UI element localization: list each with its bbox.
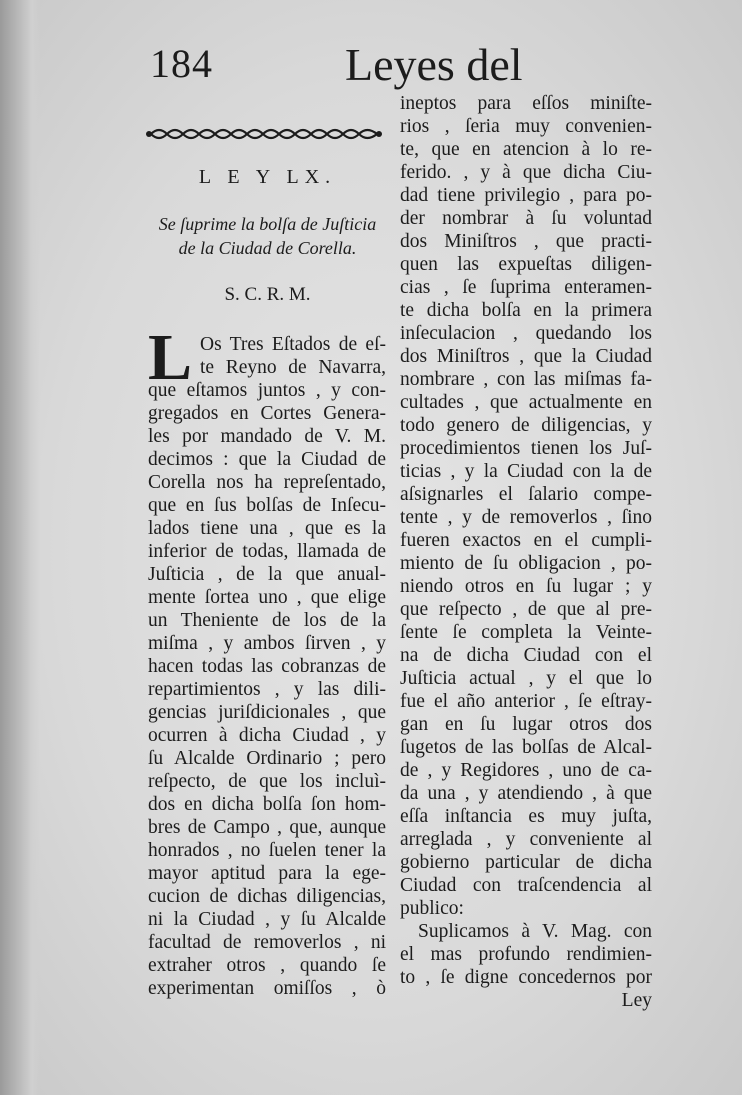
text-line: eſſa inſtancia es muy juſta, <box>400 806 652 827</box>
text-line: cucion de dichas diligencias, <box>148 886 386 907</box>
text-line: inſeculacion , quedando los <box>400 323 652 344</box>
page-gutter-shadow <box>0 0 40 1095</box>
text-line: cultades , que actualmente en <box>400 392 652 413</box>
text-line: Corella nos ha repreſentado, <box>148 472 386 493</box>
text-line: repartimientos , y las dili- <box>148 679 386 700</box>
left-column <box>148 333 386 1000</box>
text-line: honrados , no ſuelen tener la <box>148 840 386 861</box>
text-line: reſpecto, de que los incluì- <box>148 771 386 792</box>
text-line: el mas profundo rendimien- <box>400 944 652 965</box>
text-line: mayor aptitud para la ege- <box>148 863 386 884</box>
text-line: ſugetos de las bolſas de Alcal- <box>400 737 652 758</box>
right-column <box>400 92 652 1012</box>
text-line: hacen todas las cobranzas de <box>148 656 386 677</box>
text-line: todo genero de diligencias, y <box>400 415 652 436</box>
text-line: un Theniente de los de la <box>148 610 386 631</box>
text-line: Os Tres Eſtados de eſ- <box>200 334 386 355</box>
text-line: na de dicha Ciudad con el <box>400 645 652 666</box>
ornament-divider <box>145 124 383 144</box>
text-line: niendo otros en ſu lugar ; y <box>400 576 652 597</box>
text-line: ticias , y la Ciudad con la de <box>400 461 652 482</box>
text-line: miſma , y ambos ſirven , y <box>148 633 386 654</box>
text-line: arreglada , y conveniente al <box>400 829 652 850</box>
text-line: dos en dicha bolſa ſon hom- <box>148 794 386 815</box>
running-title: Leyes del <box>345 39 523 90</box>
text-line: cias , ſe ſuprima enteramen- <box>400 277 652 298</box>
text-line: ſu Alcalde Ordinario ; pero <box>148 748 386 769</box>
text-line: der nombrar à ſu voluntad <box>400 208 652 229</box>
text-line: dad tiene privilegio , para po- <box>400 185 652 206</box>
text-line: rios , ſeria muy convenien- <box>400 116 652 137</box>
text-line: gan en ſu lugar otros dos <box>400 714 652 735</box>
text-line: les por mandado de V. M. <box>148 426 386 447</box>
text-line: de , y Regidores , uno de ca- <box>400 760 652 781</box>
drop-cap: L <box>148 321 193 394</box>
text-line: decimos : que la Ciudad de <box>148 449 386 470</box>
text-line: Suplicamos à V. Mag. con <box>418 921 652 942</box>
text-line: ocurren à dicha Ciudad , y <box>148 725 386 746</box>
text-line: te, que en atencion à lo re- <box>400 139 652 160</box>
text-line: Ley <box>621 990 652 1011</box>
text-line: mente ſortea uno , que elige <box>148 587 386 608</box>
salutation: S. C. R. M. <box>224 284 311 305</box>
text-line: gregados en Cortes Genera- <box>148 403 386 424</box>
text-line: fueren exactos en el cumpli- <box>400 530 652 551</box>
text-line: bres de Campo , que, aunque <box>148 817 386 838</box>
text-line: ferido. , y à que dicha Ciu- <box>400 162 652 183</box>
text-line: Ciudad con traſcendencia al <box>400 875 652 896</box>
text-line: procedimientos tienen los Juſ- <box>400 438 652 459</box>
text-line: publico: <box>400 898 464 919</box>
page-number: 184 <box>150 41 213 86</box>
text-line: que eſtamos juntos , y con- <box>148 380 386 401</box>
text-line: fue el año anterior , ſe eſtray- <box>400 691 652 712</box>
text-line: Juſticia actual , y el que lo <box>400 668 652 689</box>
text-line: to , ſe digne concedernos por <box>400 967 652 988</box>
text-line: te dicha bolſa en la primera <box>400 300 652 321</box>
law-title: L E Y LX. <box>198 166 337 188</box>
text-line: aſsignarles el ſalario compe- <box>400 484 652 505</box>
law-subtitle-line: de la Ciudad de Corella. <box>178 238 357 258</box>
text-line: gencias juriſdicionales , que <box>148 702 386 723</box>
text-line: inferior de todas, llamada de <box>148 541 386 562</box>
text-line: facultad de removerlos , ni <box>148 932 386 953</box>
text-line: ſente ſe completa la Veinte- <box>400 622 652 643</box>
text-line: nombrare , con las miſmas fa- <box>400 369 652 390</box>
text-line: que en ſus bolſas de Inſecu- <box>148 495 386 516</box>
text-line: Juſticia , de la que anual- <box>148 564 386 585</box>
text-line: gobierno particular de dicha <box>400 852 652 873</box>
text-line: dos Miniſtros , que la Ciudad <box>400 346 652 367</box>
text-line: dos Miniſtros , que practi- <box>400 231 652 252</box>
law-subtitle-line: Se ſuprime la bolſa de Juſticia <box>158 214 377 234</box>
text-line: experimentan omiſſos , ò <box>148 978 386 999</box>
text-line: miento de ſu obligacion , po- <box>400 553 652 574</box>
text-line: da una , y atendiendo , à que <box>400 783 652 804</box>
text-line: extraher otros , quando ſe <box>148 955 386 976</box>
text-line: lados tiene una , que es la <box>148 518 386 539</box>
text-line: tente , y de removerlos , ſino <box>400 507 652 528</box>
text-line: que reſpecto , de que al pre- <box>400 599 652 620</box>
text-line: ni la Ciudad , y ſu Alcalde <box>148 909 386 930</box>
text-line: ineptos para eſſos miniſte- <box>400 93 652 114</box>
text-line: te Reyno de Navarra, <box>200 357 386 378</box>
text-line: quen las expueſtas diligen- <box>400 254 652 275</box>
